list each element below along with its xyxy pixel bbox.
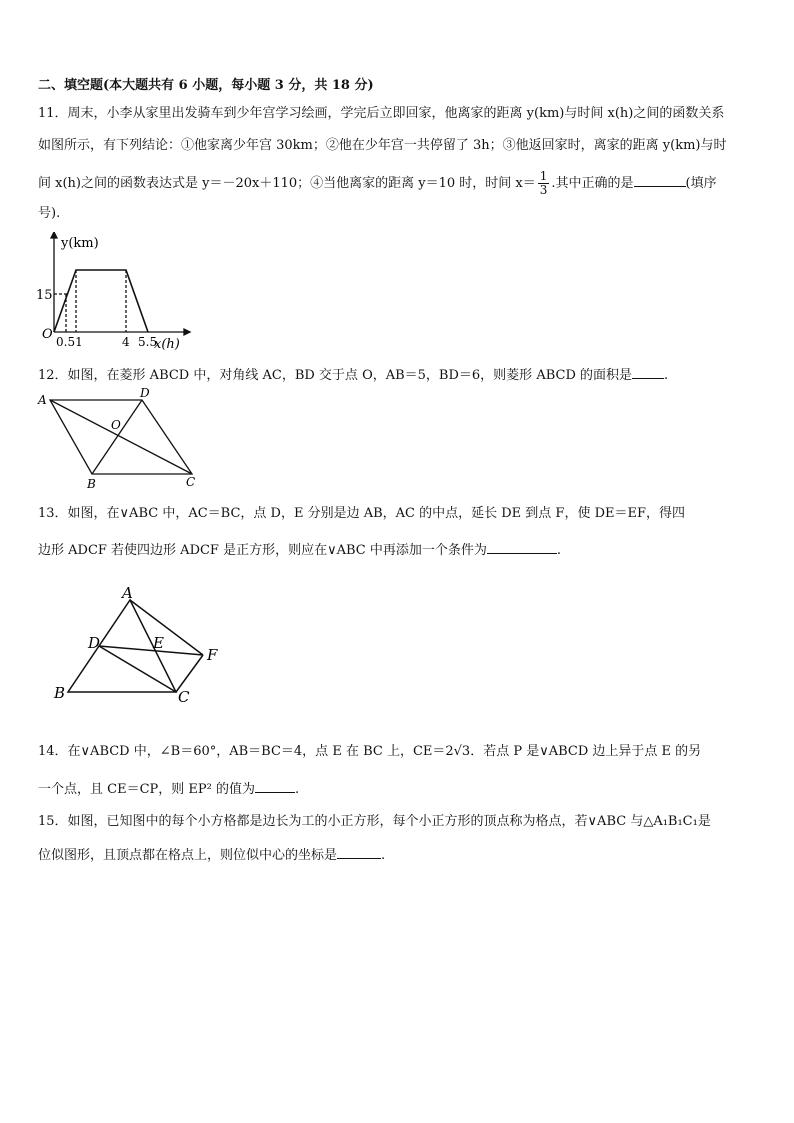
q14-line-1: 14．在∨ABCD 中，∠B＝60°，AB＝BC＝4，点 E 在 BC 上，CE＝2√3．若点 P 是∨ABCD 边上异于点 E 的另 [38, 744, 702, 759]
label-b: B [87, 477, 96, 491]
x-tick-4: 4 [122, 335, 130, 349]
q11-line-2: 如图所示，有下列结论：①他家离少年宫 30km；②他在少年宫一共停留了 3h；③他返回家时，离家的距离 y(km)与时 [38, 138, 727, 153]
q14-line-2 [38, 780, 299, 798]
y-axis-arrow [51, 232, 57, 238]
fraction-numerator: 1 [539, 169, 548, 183]
label-e: E [153, 634, 164, 652]
label-a: A [122, 584, 133, 602]
trip-path [54, 270, 148, 332]
origin-label: O [42, 327, 53, 342]
q15-line-1: 15．如图，已知图中的每个小方格都是边长为工的小正方形，每个小正方形的顶点称为格点，若∨ABC 与△A₁B₁C₁是 [38, 814, 711, 829]
q12-text [38, 366, 668, 384]
q11-line-3 [38, 170, 717, 197]
label-d: D [140, 386, 150, 400]
y-tick-15: 15 [36, 288, 53, 303]
x-tick-0-5-1: 0.51 [56, 335, 83, 349]
q11-answer-blank[interactable] [634, 174, 686, 187]
label-f: F [207, 646, 218, 664]
label-b: B [54, 684, 66, 702]
q15-answer-blank[interactable] [337, 846, 381, 859]
diagonal-bd [92, 400, 142, 474]
label-o: O [111, 418, 121, 432]
section-title: 二、填空题(本大题共有 6 小题，每小题 3 分，共 18 分) [38, 78, 374, 93]
q13-stem: 边形 ADCF 若使四边形 ADCF 是正方形，则应在∨ABC 中再添加一个条件为 [38, 543, 487, 558]
label-d: D [88, 634, 101, 652]
x-axis-arrow [184, 329, 190, 335]
q15-stem: 位似图形，且顶点都在格点上，则位似中心的坐标是 [38, 848, 338, 863]
q14-end: . [294, 782, 300, 797]
q12-end: . [664, 368, 669, 383]
q12-rhombus-figure [34, 384, 204, 494]
segment-df [99, 646, 203, 655]
q11-line-3-text: 间 x(h)之间的函数表达式是 y＝－20x＋110；④当他离家的距离 y＝10 时，时间 x＝ [38, 176, 536, 191]
label-c: C [186, 475, 196, 489]
q11-line-4: 号). [38, 206, 61, 221]
q13-line-2 [38, 541, 561, 559]
q13-answer-blank[interactable] [487, 541, 557, 554]
y-axis-label: y(km) [61, 236, 99, 251]
q11-distance-time-graph [34, 232, 204, 352]
q13-line-1: 13．如图，在∨ABC 中，AC＝BC，点 D，E 分别是边 AB，AC 的中点，延长 DE 到点 F，使 DE＝EF，得四 [38, 506, 685, 521]
x-axis-label: x(h) [154, 337, 180, 352]
q15-end: . [381, 848, 386, 863]
q11-line-1: 11．周末，小李从家里出发骑车到少年宫学习绘画，学完后立即回家，他离家的距离 y(km)与时间 x(h)之间的函数关系 [38, 106, 725, 121]
segment-fc [176, 655, 203, 692]
q13-triangle-figure [48, 584, 238, 709]
q11-line-3-end: (填序 [685, 176, 717, 191]
x-tick-5-5: 5.5 [138, 335, 158, 349]
q15-line-2 [38, 846, 385, 864]
label-c: C [178, 688, 190, 706]
label-a: A [38, 393, 47, 407]
q12-stem: 12．如图，在菱形 ABCD 中，对角线 AC，BD 交于点 O，AB＝5，BD＝6，则菱形 ABCD 的面积是 [38, 368, 633, 383]
q13-end: . [556, 543, 562, 558]
q11-line-3-mid: .其中正确的是 [551, 176, 634, 191]
fraction-one-third [538, 170, 550, 197]
q14-answer-blank[interactable] [255, 780, 295, 793]
segment-af [130, 600, 203, 655]
q12-answer-blank[interactable] [632, 366, 664, 379]
q14-stem: 一个点，且 CE＝CP，则 EP² 的值为 [38, 782, 255, 797]
fraction-denominator: 3 [539, 183, 548, 197]
